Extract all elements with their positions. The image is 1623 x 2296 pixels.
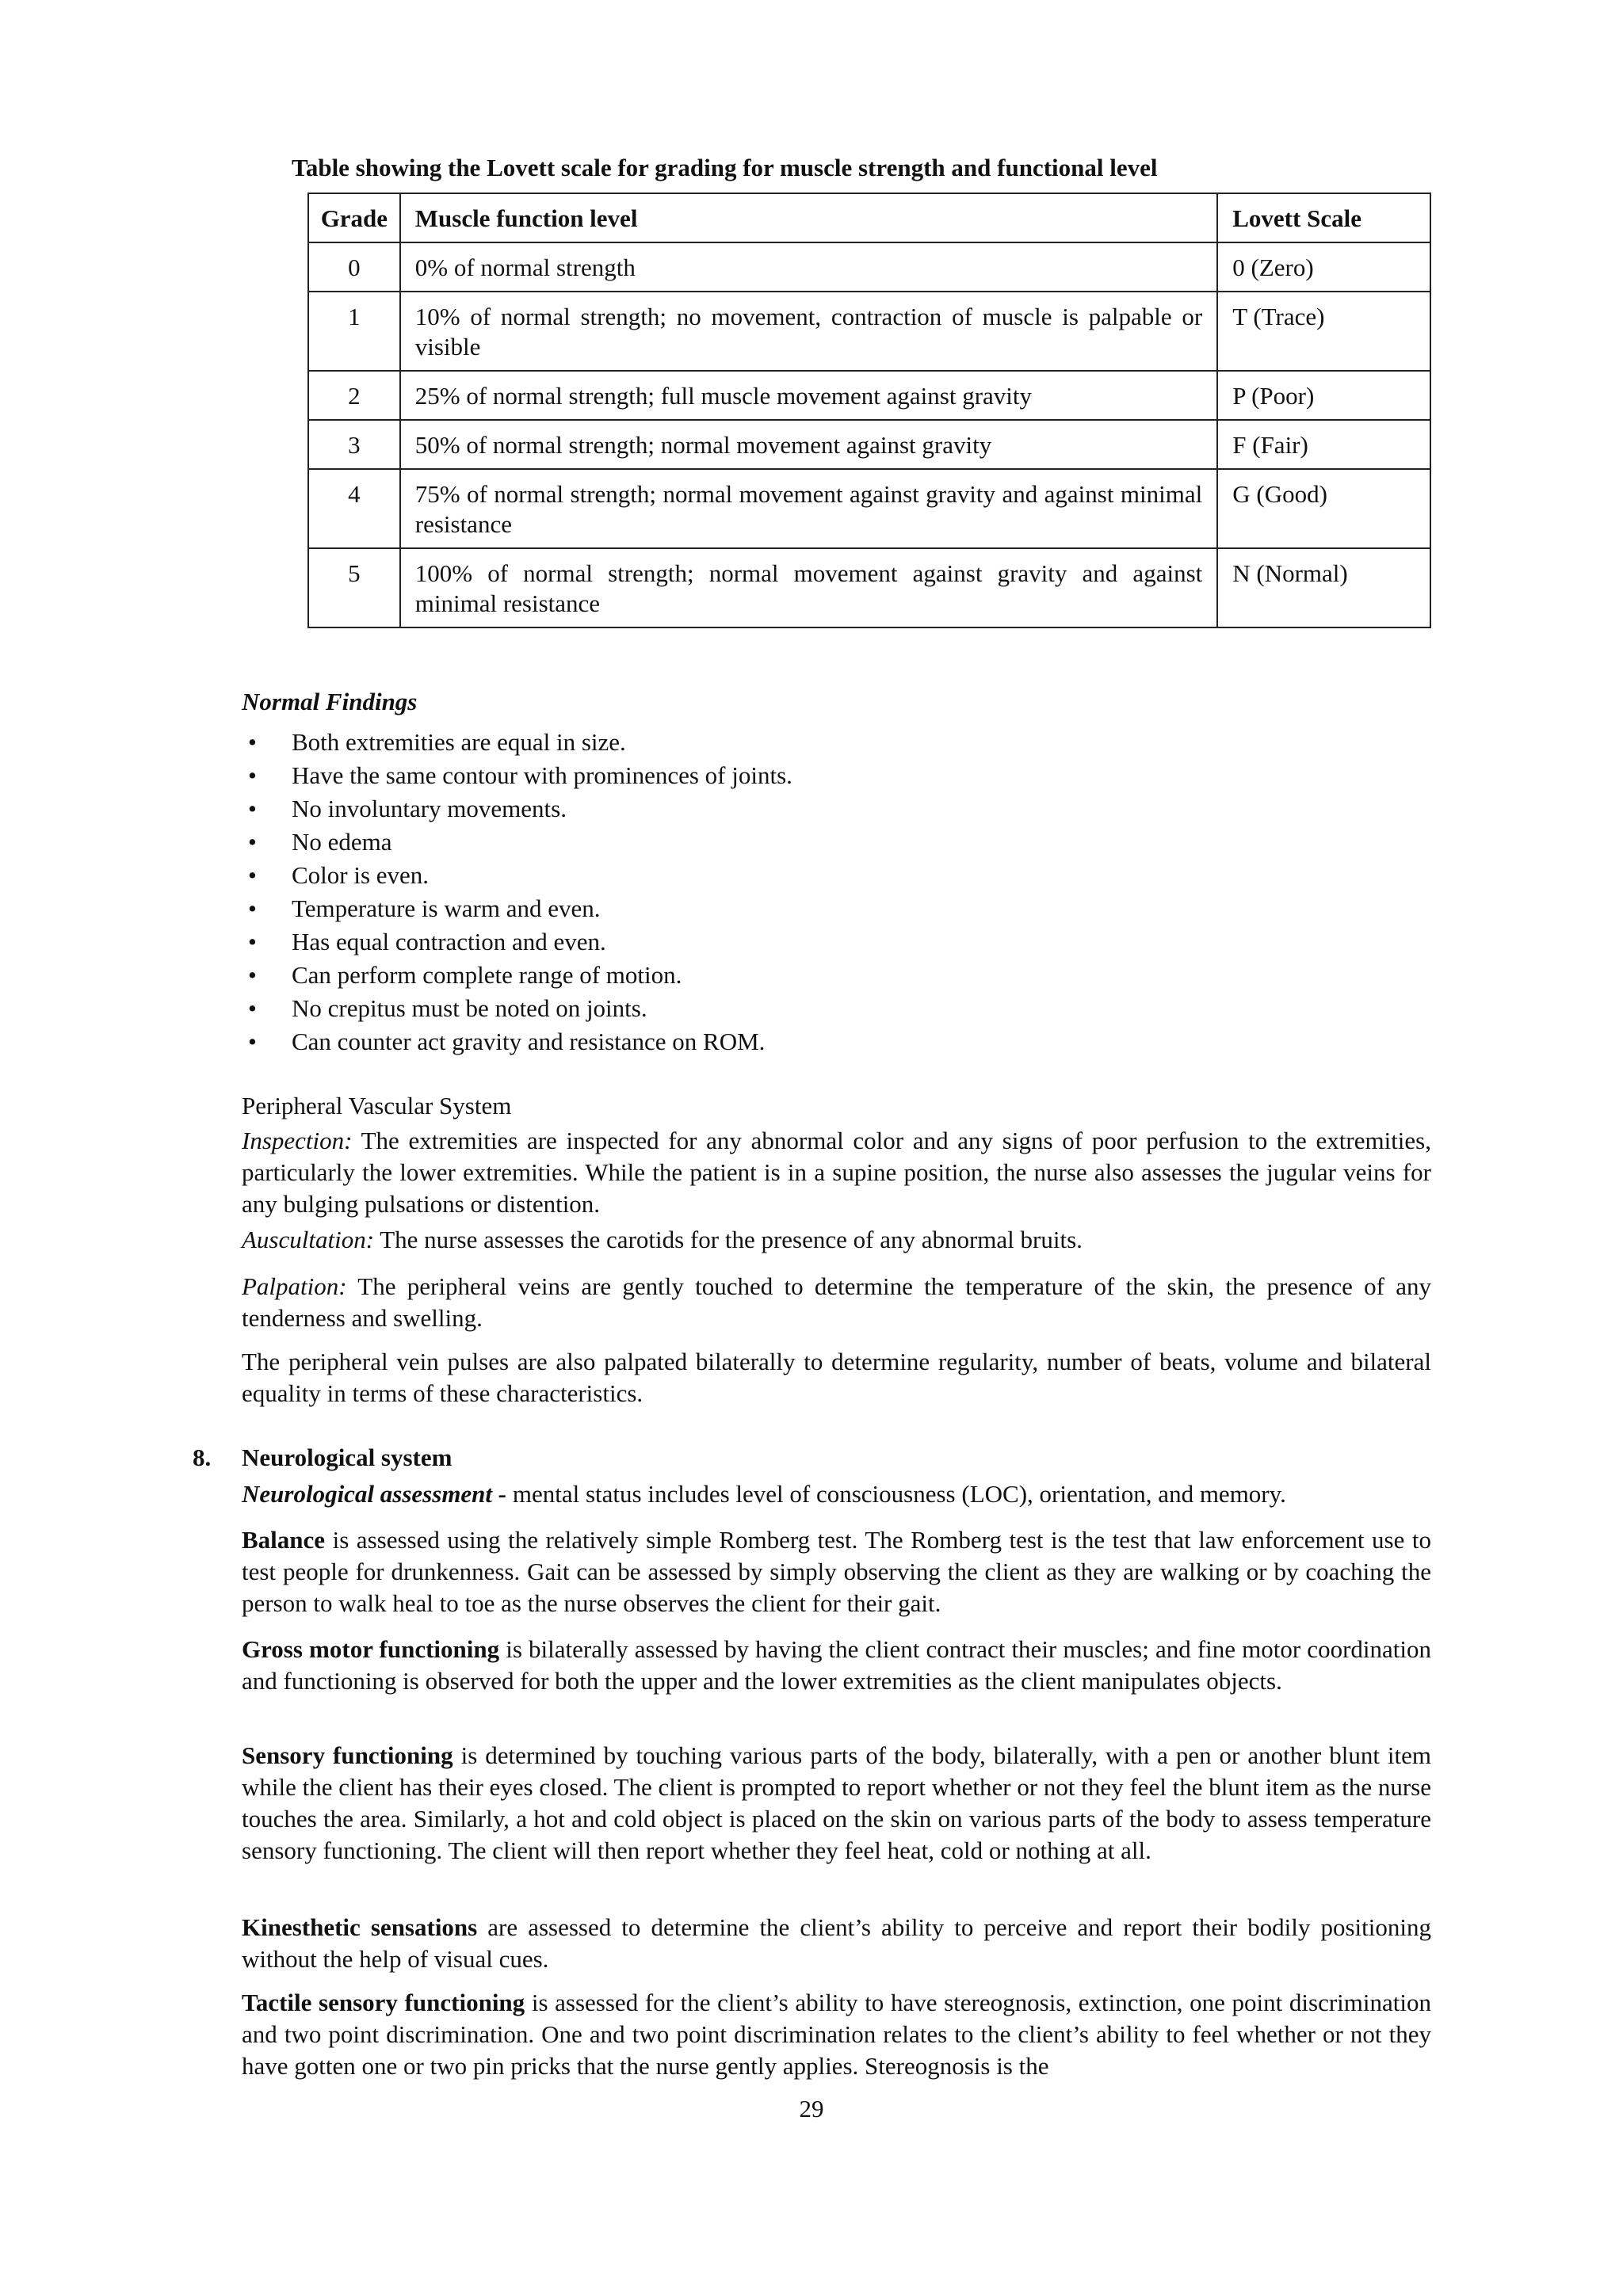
list-item-text: No crepitus must be noted on joints. (292, 994, 647, 1022)
pulses-paragraph: The peripheral vein pulses are also palpated bilaterally to determine regularity, number of beats, volume and bilateral equality in terms of these characteristics. (242, 1348, 1431, 1407)
auscultation-text: The nurse assesses the carotids for the presence of any abnormal bruits. (374, 1226, 1083, 1253)
list-item (242, 992, 792, 1025)
cell-level: 100% of normal strength; normal movement against gravity and against minimal resistance (400, 548, 1218, 627)
bullet-icon: • (248, 761, 257, 789)
bullet-icon: • (248, 994, 257, 1022)
tactile-label: Tactile sensory functioning (242, 1989, 525, 2016)
cell-scale: F (Fair) (1217, 420, 1430, 469)
neurological-assessment-label: Neurological assessment - (242, 1480, 507, 1508)
bullet-icon: • (248, 1028, 257, 1055)
cell-level: 50% of normal strength; normal movement against gravity (400, 420, 1218, 469)
list-item (242, 826, 792, 859)
list-item-text: Both extremities are equal in size. (292, 728, 626, 756)
gross-motor-text: is bilaterally assessed by having the client contract their muscles; and fine motor coordination and functioning is observed for both the upper and the lower extremities as the client manipulates objects. (242, 1635, 1431, 1695)
cell-grade: 4 (308, 469, 400, 548)
balance-label: Balance (242, 1526, 326, 1554)
list-item (242, 1025, 792, 1058)
cell-level: 25% of normal strength; full muscle movement against gravity (400, 371, 1218, 420)
list-item-text: Can counter act gravity and resistance on ROM. (292, 1028, 766, 1055)
cell-grade: 3 (308, 420, 400, 469)
bullet-icon: • (248, 728, 257, 756)
list-item-text: Color is even. (292, 861, 430, 889)
list-item (242, 792, 792, 826)
bullet-icon: • (248, 928, 257, 955)
normal-findings-list (242, 726, 792, 1058)
sensory-label: Sensory functioning (242, 1741, 453, 1769)
inspection-text: The extremities are inspected for any abnormal color and any signs of poor perfusion to the extremities, particularly the lower extremities. While the patient is in a supine position, the nurse also assesses the jugular veins for any bulging pulsations or distention. (242, 1127, 1431, 1218)
sensory-text: is determined by touching various parts of the body, bilaterally, with a pen or another blunt item while the client has their eyes closed. The client is prompted to report whether or not they feel the blunt item as the nurse touches the area. Similarly, a hot and cold object is placed on the skin on various parts of the body to assess temperature sensory functioning. The client will then report whether they feel heat, cold or nothing at all. (242, 1741, 1431, 1864)
table-row (308, 292, 1430, 371)
table-caption: Table showing the Lovett scale for grading for muscle strength and functional level (292, 154, 1158, 181)
auscultation-label: Auscultation: (242, 1226, 375, 1253)
inspection-paragraph (242, 1125, 1431, 1220)
list-item-text: Temperature is warm and even. (292, 894, 601, 922)
kinesthetic-label: Kinesthetic sensations (242, 1913, 478, 1941)
auscultation-paragraph (242, 1224, 1431, 1256)
gross-motor-paragraph (242, 1634, 1431, 1697)
table-row (308, 548, 1430, 627)
list-item (242, 925, 792, 959)
bullet-icon: • (248, 828, 257, 856)
cell-grade: 2 (308, 371, 400, 420)
inspection-label: Inspection: (242, 1127, 353, 1154)
page-number: 29 (799, 2095, 824, 2122)
balance-text: is assessed using the relatively simple Romberg test. The Romberg test is the test that law enforcement use to test people for drunkenness. Gait can be assessed by simply observing the client as they are walking or by coaching the person to walk heal to toe as the nurse observes the client for their gait. (242, 1526, 1431, 1617)
cell-scale: T (Trace) (1217, 292, 1430, 371)
cell-scale: 0 (Zero) (1217, 242, 1430, 292)
cell-level: 0% of normal strength (400, 242, 1218, 292)
list-item (242, 959, 792, 992)
header-lovett-scale: Lovett Scale (1217, 193, 1430, 242)
table-row (308, 420, 1430, 469)
list-item (242, 859, 792, 892)
kinesthetic-paragraph (242, 1912, 1431, 1975)
normal-findings-heading: Normal Findings (242, 688, 418, 715)
list-item (242, 759, 792, 792)
cell-grade: 0 (308, 242, 400, 292)
gross-motor-label: Gross motor functioning (242, 1635, 500, 1663)
cell-scale: G (Good) (1217, 469, 1430, 548)
cell-grade: 5 (308, 548, 400, 627)
cell-level: 75% of normal strength; normal movement against gravity and against minimal resistance (400, 469, 1218, 548)
tactile-text: is assessed for the client’s ability to have stereognosis, extinction, one point discrimination and two point discrimination. One and two point discrimination relates to the client’s ability to feel whether or not they have gotten one or two pin pricks that the nurse gently applies. Stereognosis is the (242, 1989, 1431, 2080)
header-grade: Grade (308, 193, 400, 242)
neurological-assessment-text: mental status includes level of consciousness (LOC), orientation, and memory. (506, 1480, 1286, 1508)
neurological-assessment-paragraph (242, 1478, 1431, 1510)
cell-grade: 1 (308, 292, 400, 371)
list-item-text: Has equal contraction and even. (292, 928, 606, 955)
peripheral-vascular-title: Peripheral Vascular System (242, 1092, 512, 1119)
neurological-section-title: Neurological system (242, 1444, 453, 1471)
bullet-icon: • (248, 894, 257, 922)
sensory-paragraph (242, 1740, 1431, 1867)
header-muscle-function-level: Muscle function level (400, 193, 1218, 242)
cell-level: 10% of normal strength; no movement, contraction of muscle is palpable or visible (400, 292, 1218, 371)
table-row (308, 242, 1430, 292)
section-number: 8. (193, 1444, 212, 1471)
kinesthetic-text: are assessed to determine the client’s ability to perceive and report their bodily positioning without the help of visual cues. (242, 1913, 1431, 1973)
bullet-icon: • (248, 861, 257, 889)
palpation-paragraph (242, 1271, 1431, 1334)
table-row (308, 371, 1430, 420)
cell-scale: N (Normal) (1217, 548, 1430, 627)
table-header-row (308, 193, 1430, 242)
lovett-scale-table (307, 193, 1431, 628)
bullet-icon: • (248, 795, 257, 822)
bullet-icon: • (248, 961, 257, 989)
palpation-text: The peripheral veins are gently touched to determine the temperature of the skin, the presence of any tenderness and swelling. (242, 1272, 1431, 1332)
list-item-text: Have the same contour with prominences of joints. (292, 761, 792, 789)
palpation-label: Palpation: (242, 1272, 347, 1300)
list-item-text: Can perform complete range of motion. (292, 961, 682, 989)
table-row (308, 469, 1430, 548)
list-item-text: No edema (292, 828, 392, 856)
balance-paragraph (242, 1524, 1431, 1619)
cell-scale: P (Poor) (1217, 371, 1430, 420)
list-item (242, 892, 792, 925)
list-item-text: No involuntary movements. (292, 795, 567, 822)
list-item (242, 726, 792, 759)
tactile-paragraph (242, 1987, 1431, 2082)
